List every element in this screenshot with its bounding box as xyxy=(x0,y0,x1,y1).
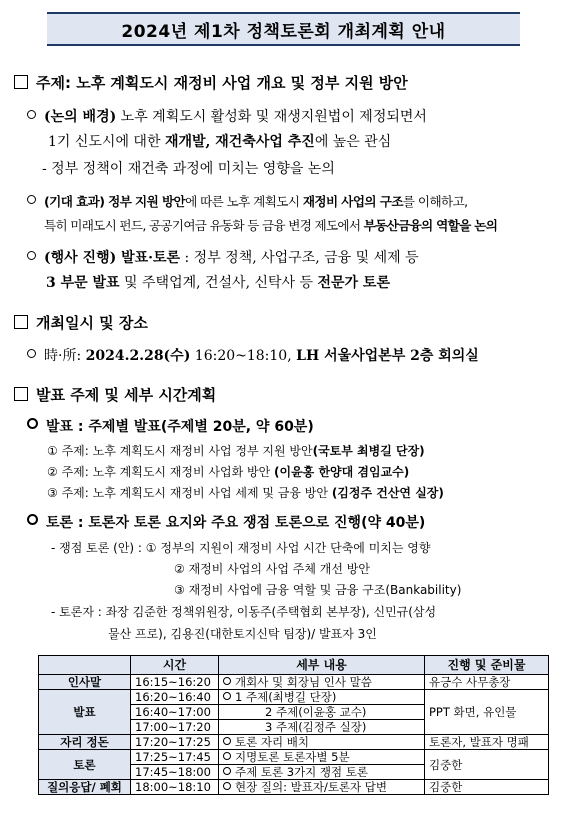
presentation-item: ② 주제: 노후 계획도시 재정비 사업화 방안 (이윤홍 한양대 겸임교수) xyxy=(47,465,410,479)
effect-line-2: 특히 미래도시 펀드, 공공기여금 유동화 등 금융 변경 제도에서 부동산금융의 역할을 논의 xyxy=(44,218,498,233)
process-line-2: 3 부문 발표 및 주택업계, 건설사, 신탁사 등 전문가 토론 xyxy=(46,275,390,291)
circle-bullet-icon xyxy=(27,110,36,119)
circle-bullet-icon xyxy=(27,418,38,429)
background-line-1: (논의 배경) 노후 계획도시 활성화 및 재생지원법이 제정되면서 xyxy=(27,106,427,126)
document-title-banner xyxy=(47,12,520,46)
document-title: 2024년 제1차 정책토론회 개최계획 안내 xyxy=(121,21,446,42)
discussion-heading: 토론 : 토론자 토론 요지와 주요 쟁점 토론으로 진행(약 40분) xyxy=(27,512,425,532)
table-row: 인사말 16:15~16:20 개회사 및 회장님 인사 말씀 유긍수 사무총장 xyxy=(39,675,549,690)
table-header-row: 시간 세부 내용 진행 및 준비물 xyxy=(39,656,549,675)
table-row: 토론 17:25~17:45 지명토론 토론자별 5분 김중한 xyxy=(39,750,549,765)
circle-bullet-icon xyxy=(27,251,36,260)
circle-bullet-icon xyxy=(223,782,231,790)
process-line-1: (행사 진행) 발표·토론 : 정부 정책, 사업구조, 금융 및 세제 등 xyxy=(27,247,419,267)
square-bullet-icon xyxy=(14,387,28,401)
panelists-line-2: 물산 프로), 김용진(대한토지신탁 팀장)/ 발표자 3인 xyxy=(108,627,377,641)
circle-bullet-icon xyxy=(223,677,231,685)
table-row: 17:45~18:00 주제 토론 3가지 쟁점 토론 xyxy=(39,765,549,780)
section-presentation-plan-heading: 발표 주제 및 세부 시간계획 xyxy=(14,384,216,405)
circle-bullet-icon xyxy=(223,767,231,775)
table-row: 발표 16:20~16:40 1 주제(최병길 단장) PPT 화면, 유인물 xyxy=(39,690,549,705)
circle-bullet-icon xyxy=(223,752,231,760)
presentation-item: ① 주제: 노후 계획도시 재정비 사업 정부 지원 방안(국토부 최병길 단장) xyxy=(47,444,425,458)
table-row: 자리 정돈 17:20~17:25 토론 자리 배치 토론자, 발표자 명패 xyxy=(39,735,549,750)
circle-bullet-icon xyxy=(223,737,231,745)
circle-bullet-icon xyxy=(27,514,38,525)
panelists-line-1: - 토론자 : 좌장 김준한 정책위원장, 이동주(주택협회 본부장), 신민규(삼성 xyxy=(51,605,437,619)
presentation-item: ③ 주제: 노후 계획도시 재정비 사업 세제 및 금융 방안 (김정주 건산연 실장) xyxy=(47,486,444,500)
background-line-2: 1기 신도시에 대한 재개발, 재건축사업 추진에 높은 관심 xyxy=(48,134,392,150)
table-row: 16:40~17:00 2 주제(이윤홍 교수) xyxy=(39,705,549,720)
discussion-issue-line: ③ 재정비 사업에 금융 역할 및 금융 구조(Bankability) xyxy=(174,583,462,597)
section-schedule-place-heading: 개최일시 및 장소 xyxy=(14,312,148,333)
circle-bullet-icon xyxy=(223,692,231,700)
discussion-issue-line: - 쟁점 토론 (안) : ① 정부의 지원이 재정비 사업 시간 단축에 미치는 영향 xyxy=(51,541,431,555)
table-row: 17:00~17:20 3 주제(김정주 실장) xyxy=(39,720,549,735)
discussion-issue-line: ② 재정비 사업의 사업 주체 개선 방안 xyxy=(174,562,370,576)
background-line-3: - 정부 정책이 재건축 과정에 미치는 영향을 논의 xyxy=(42,161,335,177)
datetime-place-line: 時·所: 2024.2.28(수) 16:20~18:10, LH 서울사업본부 2층 회의실 xyxy=(27,345,479,365)
presentation-heading: 발표 : 주제별 발표(주제별 20분, 약 60분) xyxy=(27,416,314,436)
circle-bullet-icon xyxy=(27,349,36,358)
section-topic-heading: 주제: 노후 계획도시 재정비 사업 개요 및 정부 지원 방안 xyxy=(14,72,408,93)
circle-bullet-icon xyxy=(27,195,36,204)
table-row: 질의응답/ 폐회 18:00~18:10 현장 질의: 발표자/토론자 답변 김중한 xyxy=(39,780,549,795)
square-bullet-icon xyxy=(14,75,28,89)
square-bullet-icon xyxy=(14,315,28,329)
schedule-table xyxy=(38,655,549,795)
effect-line-1: (기대 효과) 정부 지원 방안에 따른 노후 계획도시 재정비 사업의 구조를 이해하고, xyxy=(27,191,468,210)
